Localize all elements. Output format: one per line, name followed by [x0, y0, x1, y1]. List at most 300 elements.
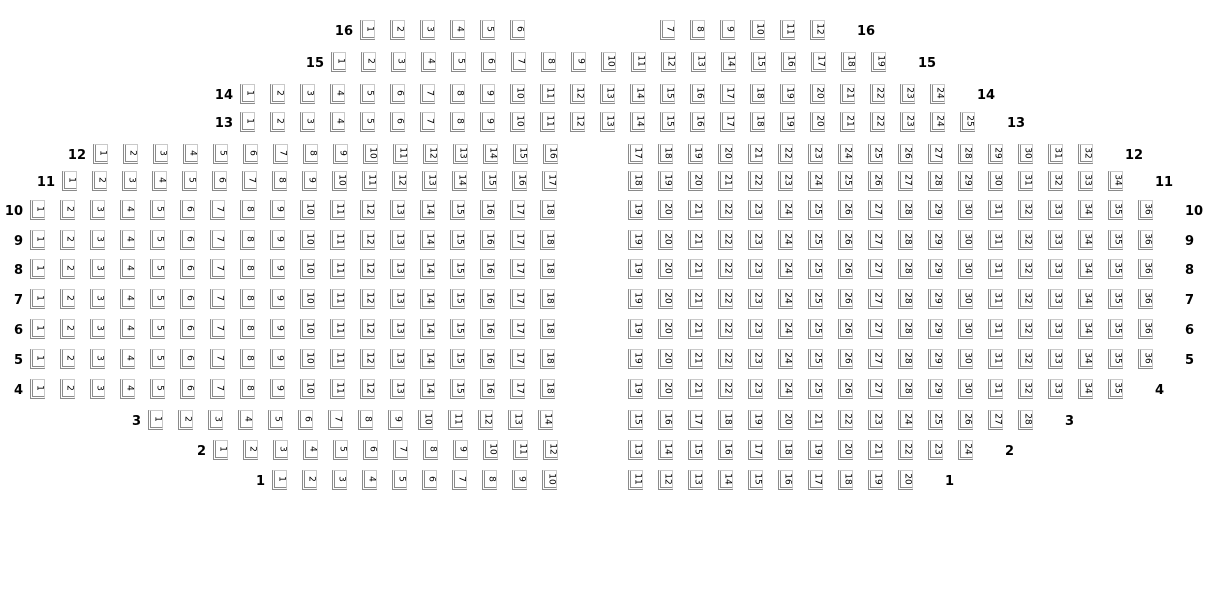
- seat-row-1-num-14[interactable]: [718, 470, 733, 490]
- seat-row-14-num-16[interactable]: [690, 84, 705, 104]
- seat-row-13-num-18[interactable]: [750, 112, 765, 132]
- seat-row-6-num-18[interactable]: [540, 319, 555, 339]
- seat-row-12-num-13[interactable]: [453, 144, 468, 164]
- seat-row-1-num-6[interactable]: [422, 470, 437, 490]
- seat-row-6-num-9[interactable]: [270, 319, 285, 339]
- seat-row-8-num-32[interactable]: [1018, 259, 1033, 279]
- seat-row-2-num-19[interactable]: [808, 440, 823, 460]
- seat-row-15-num-10[interactable]: [601, 52, 616, 72]
- seat-row-13-num-17[interactable]: [720, 112, 735, 132]
- seat-row-9-num-32[interactable]: [1018, 230, 1033, 250]
- seat-row-16-num-1[interactable]: [360, 20, 375, 40]
- seat-row-6-num-32[interactable]: [1018, 319, 1033, 339]
- seat-row-10-num-25[interactable]: [808, 200, 823, 220]
- seat-row-3-num-23[interactable]: [868, 410, 883, 430]
- seat-row-13-num-14[interactable]: [630, 112, 645, 132]
- seat-row-10-num-33[interactable]: [1048, 200, 1063, 220]
- seat-row-2-num-21[interactable]: [868, 440, 883, 460]
- seat-row-11-num-9[interactable]: [302, 171, 317, 191]
- seat-row-11-num-19[interactable]: [658, 171, 673, 191]
- seat-row-16-num-5[interactable]: [480, 20, 495, 40]
- seat-row-14-num-9[interactable]: [480, 84, 495, 104]
- seat-row-4-num-29[interactable]: [928, 379, 943, 399]
- seat-row-7-num-27[interactable]: [868, 289, 883, 309]
- seat-row-14-num-7[interactable]: [420, 84, 435, 104]
- seat-row-7-num-21[interactable]: [688, 289, 703, 309]
- seat-row-7-num-36[interactable]: [1138, 289, 1153, 309]
- seat-row-4-num-16[interactable]: [480, 379, 495, 399]
- seat-row-2-num-14[interactable]: [658, 440, 673, 460]
- seat-row-6-num-24[interactable]: [778, 319, 793, 339]
- seat-row-14-num-12[interactable]: [570, 84, 585, 104]
- seat-row-1-num-10[interactable]: [542, 470, 557, 490]
- seat-row-10-num-9[interactable]: [270, 200, 285, 220]
- seat-row-9-num-36[interactable]: [1138, 230, 1153, 250]
- seat-row-9-num-27[interactable]: [868, 230, 883, 250]
- seat-row-3-num-9[interactable]: [388, 410, 403, 430]
- seat-row-12-num-14[interactable]: [483, 144, 498, 164]
- seat-row-4-num-10[interactable]: [300, 379, 315, 399]
- seat-row-11-num-13[interactable]: [422, 171, 437, 191]
- seat-row-10-num-8[interactable]: [240, 200, 255, 220]
- seat-row-16-num-11[interactable]: [780, 20, 795, 40]
- seat-row-5-num-15[interactable]: [450, 349, 465, 369]
- seat-row-4-num-34[interactable]: [1078, 379, 1093, 399]
- seat-row-8-num-12[interactable]: [360, 259, 375, 279]
- seat-row-7-num-25[interactable]: [808, 289, 823, 309]
- seat-row-7-num-35[interactable]: [1108, 289, 1123, 309]
- seat-row-7-num-13[interactable]: [390, 289, 405, 309]
- seat-row-13-num-4[interactable]: [330, 112, 345, 132]
- seat-row-14-num-17[interactable]: [720, 84, 735, 104]
- seat-row-7-num-2[interactable]: [60, 289, 75, 309]
- seat-row-14-num-22[interactable]: [870, 84, 885, 104]
- seat-row-13-num-23[interactable]: [900, 112, 915, 132]
- seat-row-12-num-30[interactable]: [1018, 144, 1033, 164]
- seat-row-14-num-11[interactable]: [540, 84, 555, 104]
- seat-row-9-num-18[interactable]: [540, 230, 555, 250]
- seat-row-7-num-18[interactable]: [540, 289, 555, 309]
- seat-row-5-num-12[interactable]: [360, 349, 375, 369]
- seat-row-10-num-17[interactable]: [510, 200, 525, 220]
- seat-row-6-num-8[interactable]: [240, 319, 255, 339]
- seat-row-15-num-13[interactable]: [691, 52, 706, 72]
- seat-row-11-num-27[interactable]: [898, 171, 913, 191]
- seat-row-8-num-11[interactable]: [330, 259, 345, 279]
- seat-row-3-num-27[interactable]: [988, 410, 1003, 430]
- seat-row-9-num-8[interactable]: [240, 230, 255, 250]
- seat-row-11-num-17[interactable]: [542, 171, 557, 191]
- seat-row-11-num-16[interactable]: [512, 171, 527, 191]
- seat-row-12-num-15[interactable]: [513, 144, 528, 164]
- seat-row-5-num-4[interactable]: [120, 349, 135, 369]
- seat-row-12-num-25[interactable]: [868, 144, 883, 164]
- seat-row-6-num-19[interactable]: [628, 319, 643, 339]
- seat-row-5-num-28[interactable]: [898, 349, 913, 369]
- seat-row-5-num-23[interactable]: [748, 349, 763, 369]
- seat-row-5-num-11[interactable]: [330, 349, 345, 369]
- seat-row-14-num-1[interactable]: [240, 84, 255, 104]
- seat-row-1-num-4[interactable]: [362, 470, 377, 490]
- seat-row-9-num-30[interactable]: [958, 230, 973, 250]
- seat-row-3-num-16[interactable]: [658, 410, 673, 430]
- seat-row-3-num-26[interactable]: [958, 410, 973, 430]
- seat-row-11-num-22[interactable]: [748, 171, 763, 191]
- seat-row-6-num-2[interactable]: [60, 319, 75, 339]
- seat-row-13-num-2[interactable]: [270, 112, 285, 132]
- seat-row-14-num-20[interactable]: [810, 84, 825, 104]
- seat-row-1-num-20[interactable]: [898, 470, 913, 490]
- seat-row-2-num-22[interactable]: [898, 440, 913, 460]
- seat-row-8-num-17[interactable]: [510, 259, 525, 279]
- seat-row-7-num-4[interactable]: [120, 289, 135, 309]
- seat-row-3-num-20[interactable]: [778, 410, 793, 430]
- seat-row-12-num-8[interactable]: [303, 144, 318, 164]
- seat-row-10-num-28[interactable]: [898, 200, 913, 220]
- seat-row-14-num-3[interactable]: [300, 84, 315, 104]
- seat-row-5-num-31[interactable]: [988, 349, 1003, 369]
- seat-row-10-num-15[interactable]: [450, 200, 465, 220]
- seat-row-3-num-25[interactable]: [928, 410, 943, 430]
- seat-row-10-num-19[interactable]: [628, 200, 643, 220]
- seat-row-15-num-1[interactable]: [331, 52, 346, 72]
- seat-row-3-num-13[interactable]: [508, 410, 523, 430]
- seat-row-8-num-24[interactable]: [778, 259, 793, 279]
- seat-row-11-num-14[interactable]: [452, 171, 467, 191]
- seat-row-8-num-25[interactable]: [808, 259, 823, 279]
- seat-row-10-num-13[interactable]: [390, 200, 405, 220]
- seat-row-11-num-20[interactable]: [688, 171, 703, 191]
- seat-row-12-num-27[interactable]: [928, 144, 943, 164]
- seat-row-6-num-12[interactable]: [360, 319, 375, 339]
- seat-row-10-num-7[interactable]: [210, 200, 225, 220]
- seat-row-7-num-15[interactable]: [450, 289, 465, 309]
- seat-row-4-num-22[interactable]: [718, 379, 733, 399]
- seat-row-15-num-2[interactable]: [361, 52, 376, 72]
- seat-row-16-num-7[interactable]: [660, 20, 675, 40]
- seat-row-5-num-32[interactable]: [1018, 349, 1033, 369]
- seat-row-4-num-15[interactable]: [450, 379, 465, 399]
- seat-row-5-num-34[interactable]: [1078, 349, 1093, 369]
- seat-row-5-num-17[interactable]: [510, 349, 525, 369]
- seat-row-15-num-12[interactable]: [661, 52, 676, 72]
- seat-row-12-num-18[interactable]: [658, 144, 673, 164]
- seat-row-12-num-9[interactable]: [333, 144, 348, 164]
- seat-row-2-num-10[interactable]: [483, 440, 498, 460]
- seat-row-15-num-3[interactable]: [391, 52, 406, 72]
- seat-row-5-num-22[interactable]: [718, 349, 733, 369]
- seat-row-1-num-12[interactable]: [658, 470, 673, 490]
- seat-row-13-num-7[interactable]: [420, 112, 435, 132]
- seat-row-5-num-35[interactable]: [1108, 349, 1123, 369]
- seat-row-14-num-5[interactable]: [360, 84, 375, 104]
- seat-row-7-num-5[interactable]: [150, 289, 165, 309]
- seat-row-3-num-24[interactable]: [898, 410, 913, 430]
- seat-row-8-num-35[interactable]: [1108, 259, 1123, 279]
- seat-row-2-num-23[interactable]: [928, 440, 943, 460]
- seat-row-13-num-19[interactable]: [780, 112, 795, 132]
- seat-row-8-num-36[interactable]: [1138, 259, 1153, 279]
- seat-row-4-num-14[interactable]: [420, 379, 435, 399]
- seat-row-3-num-10[interactable]: [418, 410, 433, 430]
- seat-row-10-num-27[interactable]: [868, 200, 883, 220]
- seat-row-14-num-18[interactable]: [750, 84, 765, 104]
- seat-row-5-num-2[interactable]: [60, 349, 75, 369]
- seat-row-16-num-9[interactable]: [720, 20, 735, 40]
- seat-row-4-num-18[interactable]: [540, 379, 555, 399]
- seat-row-12-num-2[interactable]: [123, 144, 138, 164]
- seat-row-10-num-10[interactable]: [300, 200, 315, 220]
- seat-row-12-num-19[interactable]: [688, 144, 703, 164]
- seat-row-6-num-23[interactable]: [748, 319, 763, 339]
- seat-row-10-num-26[interactable]: [838, 200, 853, 220]
- seat-row-6-num-7[interactable]: [210, 319, 225, 339]
- seat-row-12-num-6[interactable]: [243, 144, 258, 164]
- seat-row-15-num-17[interactable]: [811, 52, 826, 72]
- seat-row-2-num-4[interactable]: [303, 440, 318, 460]
- seat-row-9-num-23[interactable]: [748, 230, 763, 250]
- seat-row-7-num-12[interactable]: [360, 289, 375, 309]
- seat-row-7-num-19[interactable]: [628, 289, 643, 309]
- seat-row-2-num-9[interactable]: [453, 440, 468, 460]
- seat-row-4-num-25[interactable]: [808, 379, 823, 399]
- seat-row-1-num-8[interactable]: [482, 470, 497, 490]
- seat-row-11-num-12[interactable]: [392, 171, 407, 191]
- seat-row-9-num-19[interactable]: [628, 230, 643, 250]
- seat-row-2-num-18[interactable]: [778, 440, 793, 460]
- seat-row-9-num-17[interactable]: [510, 230, 525, 250]
- seat-row-8-num-27[interactable]: [868, 259, 883, 279]
- seat-row-7-num-23[interactable]: [748, 289, 763, 309]
- seat-row-1-num-16[interactable]: [778, 470, 793, 490]
- seat-row-2-num-24[interactable]: [958, 440, 973, 460]
- seat-row-7-num-6[interactable]: [180, 289, 195, 309]
- seat-row-13-num-8[interactable]: [450, 112, 465, 132]
- seat-row-8-num-31[interactable]: [988, 259, 1003, 279]
- seat-row-10-num-11[interactable]: [330, 200, 345, 220]
- seat-row-15-num-19[interactable]: [871, 52, 886, 72]
- seat-row-14-num-19[interactable]: [780, 84, 795, 104]
- seat-row-13-num-13[interactable]: [600, 112, 615, 132]
- seat-row-4-num-1[interactable]: [30, 379, 45, 399]
- seat-row-6-num-36[interactable]: [1138, 319, 1153, 339]
- seat-row-12-num-29[interactable]: [988, 144, 1003, 164]
- seat-row-14-num-24[interactable]: [930, 84, 945, 104]
- seat-row-5-num-25[interactable]: [808, 349, 823, 369]
- seat-row-9-num-13[interactable]: [390, 230, 405, 250]
- seat-row-7-num-10[interactable]: [300, 289, 315, 309]
- seat-row-10-num-4[interactable]: [120, 200, 135, 220]
- seat-row-2-num-20[interactable]: [838, 440, 853, 460]
- seat-row-14-num-4[interactable]: [330, 84, 345, 104]
- seat-row-13-num-16[interactable]: [690, 112, 705, 132]
- seat-row-13-num-6[interactable]: [390, 112, 405, 132]
- seat-row-7-num-17[interactable]: [510, 289, 525, 309]
- seat-row-5-num-1[interactable]: [30, 349, 45, 369]
- seat-row-15-num-11[interactable]: [631, 52, 646, 72]
- seat-row-1-num-2[interactable]: [302, 470, 317, 490]
- seat-row-4-num-3[interactable]: [90, 379, 105, 399]
- seat-row-11-num-2[interactable]: [92, 171, 107, 191]
- seat-row-8-num-1[interactable]: [30, 259, 45, 279]
- seat-row-5-num-19[interactable]: [628, 349, 643, 369]
- seat-row-15-num-16[interactable]: [781, 52, 796, 72]
- seat-row-7-num-31[interactable]: [988, 289, 1003, 309]
- seat-row-2-num-2[interactable]: [243, 440, 258, 460]
- seat-row-7-num-33[interactable]: [1048, 289, 1063, 309]
- seat-row-15-num-4[interactable]: [421, 52, 436, 72]
- seat-row-11-num-30[interactable]: [988, 171, 1003, 191]
- seat-row-1-num-9[interactable]: [512, 470, 527, 490]
- seat-row-12-num-26[interactable]: [898, 144, 913, 164]
- seat-row-7-num-16[interactable]: [480, 289, 495, 309]
- seat-row-1-num-15[interactable]: [748, 470, 763, 490]
- seat-row-10-num-1[interactable]: [30, 200, 45, 220]
- seat-row-6-num-13[interactable]: [390, 319, 405, 339]
- seat-row-12-num-4[interactable]: [183, 144, 198, 164]
- seat-row-8-num-18[interactable]: [540, 259, 555, 279]
- seat-row-6-num-33[interactable]: [1048, 319, 1063, 339]
- seat-row-3-num-6[interactable]: [298, 410, 313, 430]
- seat-row-6-num-17[interactable]: [510, 319, 525, 339]
- seat-row-10-num-16[interactable]: [480, 200, 495, 220]
- seat-row-4-num-21[interactable]: [688, 379, 703, 399]
- seat-row-8-num-30[interactable]: [958, 259, 973, 279]
- seat-row-10-num-6[interactable]: [180, 200, 195, 220]
- seat-row-5-num-9[interactable]: [270, 349, 285, 369]
- seat-row-9-num-25[interactable]: [808, 230, 823, 250]
- seat-row-13-num-22[interactable]: [870, 112, 885, 132]
- seat-row-6-num-35[interactable]: [1108, 319, 1123, 339]
- seat-row-8-num-5[interactable]: [150, 259, 165, 279]
- seat-row-4-num-7[interactable]: [210, 379, 225, 399]
- seat-row-11-num-18[interactable]: [628, 171, 643, 191]
- seat-row-2-num-1[interactable]: [213, 440, 228, 460]
- seat-row-14-num-6[interactable]: [390, 84, 405, 104]
- seat-row-9-num-31[interactable]: [988, 230, 1003, 250]
- seat-row-14-num-10[interactable]: [510, 84, 525, 104]
- seat-row-4-num-2[interactable]: [60, 379, 75, 399]
- seat-row-1-num-18[interactable]: [838, 470, 853, 490]
- seat-row-12-num-12[interactable]: [423, 144, 438, 164]
- seat-row-6-num-22[interactable]: [718, 319, 733, 339]
- seat-row-12-num-3[interactable]: [153, 144, 168, 164]
- seat-row-6-num-34[interactable]: [1078, 319, 1093, 339]
- seat-row-11-num-4[interactable]: [152, 171, 167, 191]
- seat-row-6-num-6[interactable]: [180, 319, 195, 339]
- seat-row-1-num-1[interactable]: [272, 470, 287, 490]
- seat-row-12-num-32[interactable]: [1078, 144, 1093, 164]
- seat-row-2-num-5[interactable]: [333, 440, 348, 460]
- seat-row-13-num-20[interactable]: [810, 112, 825, 132]
- seat-row-9-num-11[interactable]: [330, 230, 345, 250]
- seat-row-1-num-5[interactable]: [392, 470, 407, 490]
- seat-row-4-num-20[interactable]: [658, 379, 673, 399]
- seat-row-15-num-9[interactable]: [571, 52, 586, 72]
- seat-row-9-num-6[interactable]: [180, 230, 195, 250]
- seat-row-11-num-34[interactable]: [1108, 171, 1123, 191]
- seat-row-5-num-6[interactable]: [180, 349, 195, 369]
- seat-row-9-num-29[interactable]: [928, 230, 943, 250]
- seat-row-8-num-16[interactable]: [480, 259, 495, 279]
- seat-row-6-num-1[interactable]: [30, 319, 45, 339]
- seat-row-6-num-4[interactable]: [120, 319, 135, 339]
- seat-row-11-num-8[interactable]: [272, 171, 287, 191]
- seat-row-11-num-24[interactable]: [808, 171, 823, 191]
- seat-row-3-num-5[interactable]: [268, 410, 283, 430]
- seat-row-14-num-2[interactable]: [270, 84, 285, 104]
- seat-row-2-num-16[interactable]: [718, 440, 733, 460]
- seat-row-8-num-7[interactable]: [210, 259, 225, 279]
- seat-row-5-num-24[interactable]: [778, 349, 793, 369]
- seat-row-8-num-10[interactable]: [300, 259, 315, 279]
- seat-row-9-num-12[interactable]: [360, 230, 375, 250]
- seat-row-3-num-19[interactable]: [748, 410, 763, 430]
- seat-row-8-num-34[interactable]: [1078, 259, 1093, 279]
- seat-row-4-num-32[interactable]: [1018, 379, 1033, 399]
- seat-row-2-num-8[interactable]: [423, 440, 438, 460]
- seat-row-4-num-11[interactable]: [330, 379, 345, 399]
- seat-row-5-num-20[interactable]: [658, 349, 673, 369]
- seat-row-8-num-22[interactable]: [718, 259, 733, 279]
- seat-row-11-num-29[interactable]: [958, 171, 973, 191]
- seat-row-8-num-3[interactable]: [90, 259, 105, 279]
- seat-row-12-num-17[interactable]: [628, 144, 643, 164]
- seat-row-9-num-10[interactable]: [300, 230, 315, 250]
- seat-row-10-num-23[interactable]: [748, 200, 763, 220]
- seat-row-13-num-10[interactable]: [510, 112, 525, 132]
- seat-row-9-num-16[interactable]: [480, 230, 495, 250]
- seat-row-3-num-22[interactable]: [838, 410, 853, 430]
- seat-row-9-num-26[interactable]: [838, 230, 853, 250]
- seat-row-10-num-20[interactable]: [658, 200, 673, 220]
- seat-row-12-num-16[interactable]: [543, 144, 558, 164]
- seat-row-6-num-3[interactable]: [90, 319, 105, 339]
- seat-row-3-num-18[interactable]: [718, 410, 733, 430]
- seat-row-9-num-22[interactable]: [718, 230, 733, 250]
- seat-row-10-num-29[interactable]: [928, 200, 943, 220]
- seat-row-3-num-11[interactable]: [448, 410, 463, 430]
- seat-row-7-num-7[interactable]: [210, 289, 225, 309]
- seat-row-11-num-21[interactable]: [718, 171, 733, 191]
- seat-row-11-num-15[interactable]: [482, 171, 497, 191]
- seat-row-6-num-25[interactable]: [808, 319, 823, 339]
- seat-row-5-num-26[interactable]: [838, 349, 853, 369]
- seat-row-12-num-1[interactable]: [93, 144, 108, 164]
- seat-row-11-num-23[interactable]: [778, 171, 793, 191]
- seat-row-5-num-16[interactable]: [480, 349, 495, 369]
- seat-row-8-num-33[interactable]: [1048, 259, 1063, 279]
- seat-row-5-num-8[interactable]: [240, 349, 255, 369]
- seat-row-2-num-3[interactable]: [273, 440, 288, 460]
- seat-row-6-num-29[interactable]: [928, 319, 943, 339]
- seat-row-6-num-16[interactable]: [480, 319, 495, 339]
- seat-row-1-num-17[interactable]: [808, 470, 823, 490]
- seat-row-13-num-21[interactable]: [840, 112, 855, 132]
- seat-row-8-num-9[interactable]: [270, 259, 285, 279]
- seat-row-6-num-27[interactable]: [868, 319, 883, 339]
- seat-row-12-num-5[interactable]: [213, 144, 228, 164]
- seat-row-9-num-2[interactable]: [60, 230, 75, 250]
- seat-row-13-num-1[interactable]: [240, 112, 255, 132]
- seat-row-16-num-3[interactable]: [420, 20, 435, 40]
- seat-row-2-num-7[interactable]: [393, 440, 408, 460]
- seat-row-7-num-9[interactable]: [270, 289, 285, 309]
- seat-row-3-num-21[interactable]: [808, 410, 823, 430]
- seat-row-9-num-34[interactable]: [1078, 230, 1093, 250]
- seat-row-12-num-28[interactable]: [958, 144, 973, 164]
- seat-row-9-num-21[interactable]: [688, 230, 703, 250]
